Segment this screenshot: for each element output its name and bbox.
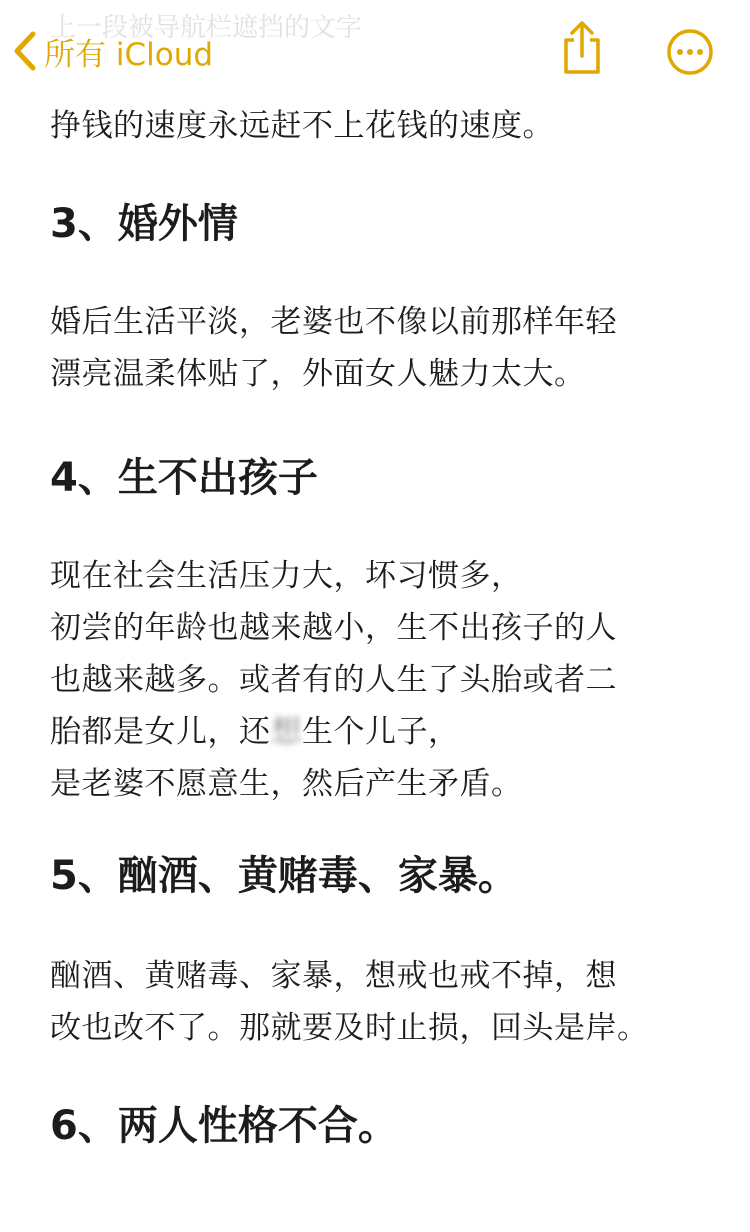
chevron-left-icon — [12, 29, 38, 73]
more-button[interactable] — [666, 28, 714, 76]
section-4-title: 4、生不出孩子 — [50, 455, 318, 501]
share-button[interactable] — [558, 20, 606, 76]
section-4-line-4-a: 胎都是女儿，还 — [50, 714, 271, 750]
note-body[interactable] — [50, 100, 730, 1156]
share-icon — [558, 61, 606, 80]
obscured-previous-text: 上一段被导航栏遮挡的文字 — [50, 13, 363, 43]
section-5-line-2: 改也改不了。那就要及时止损，回头是岸。 — [50, 1010, 649, 1046]
section-3-body — [50, 296, 730, 400]
section-3-line-1: 婚后生活平淡，老婆也不像以前那样年轻 — [50, 304, 617, 340]
section-4-line-2: 初尝的年龄也越来越小，生不出孩子的人 — [50, 610, 617, 646]
section-3-title: 3、婚外情 — [50, 201, 238, 247]
intro-line-1: 挣钱的速度永远赶不上花钱的速度。 — [50, 108, 554, 144]
section-5-title: 5、酗酒、黄赌毒、家暴。 — [50, 853, 518, 899]
section-4-body — [50, 550, 730, 810]
navigation-bar — [0, 0, 750, 100]
section-6-title: 6、两人性格不合。 — [50, 1103, 398, 1149]
section-4-line-4 — [50, 706, 730, 758]
section-4-line-3: 也越来越多。或者有的人生了头胎或者二 — [50, 662, 617, 698]
back-button[interactable] — [12, 26, 213, 76]
blurred-character: 想 — [270, 714, 302, 750]
section-3-line-2: 漂亮温柔体贴了，外面女人魅力太大。 — [50, 356, 586, 392]
ellipsis-circle-icon — [666, 61, 714, 80]
section-5-line-1: 酗酒、黄赌毒、家暴，想戒也戒不掉，想 — [50, 958, 617, 994]
back-button-label: 所有 iCloud — [44, 36, 214, 73]
section-5-body — [50, 950, 730, 1054]
section-4-line-4-b: 生个儿子， — [302, 714, 460, 750]
section-4-line-1: 现在社会生活压力大，坏习惯多， — [50, 558, 523, 594]
section-4-line-5: 是老婆不愿意生，然后产生矛盾。 — [50, 766, 523, 802]
